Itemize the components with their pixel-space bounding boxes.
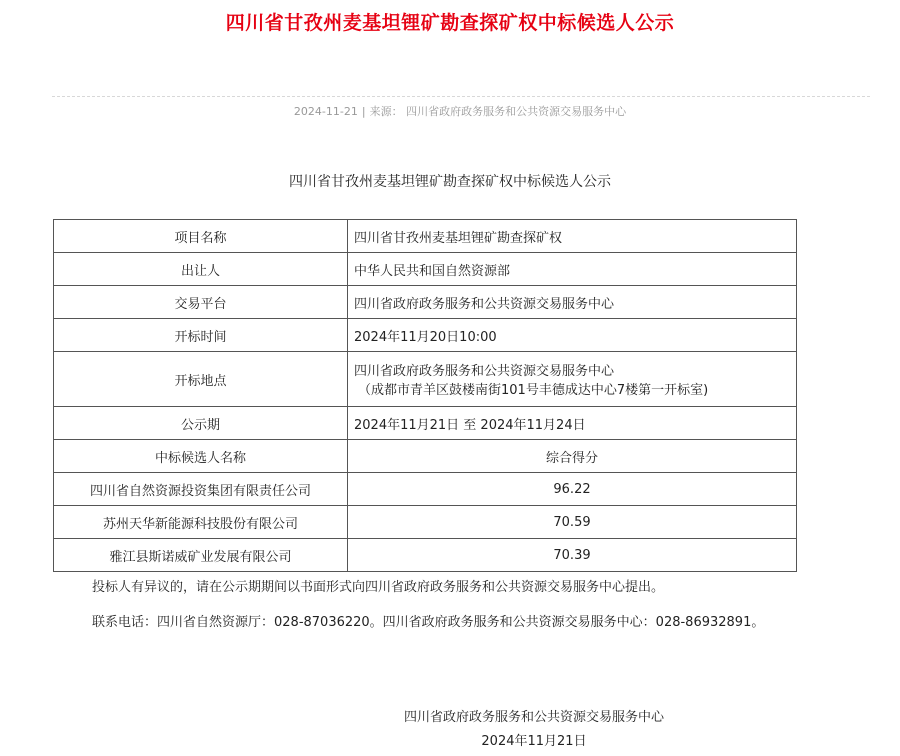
candidate-row [54,539,797,572]
row-value: 中华人民共和国自然资源部 [348,253,797,286]
table-row [54,352,797,407]
candidate-row [54,506,797,539]
row-value [348,352,797,407]
divider [52,96,870,97]
contact-note: 联系电话：四川省自然资源厅：028-87036220。四川省政府政务服务和公共资源交易服务中心：028-86932891。 [92,615,765,630]
venue-line-1: 四川省政府政务服务和公共资源交易服务中心 [354,364,615,379]
candidate-name-header: 中标候选人名称 [54,440,348,473]
row-key: 公示期 [54,407,348,440]
notice-table [53,219,797,572]
row-key: 交易平台 [54,286,348,319]
candidate-score: 96.22 [348,473,797,506]
meta-separator: | [361,105,366,118]
venue-line-2: （成都市青羊区鼓楼南街101号丰德成达中心7楼第一开标室) [358,383,709,398]
meta-line [0,103,900,119]
row-value: 2024年11月21日 至 2024年11月24日 [348,407,797,440]
objection-note: 投标人有异议的，请在公示期期间以书面形式向四川省政府政务服务和公共资源交易服务中心提出。 [92,580,665,595]
candidate-name: 苏州天华新能源科技股份有限公司 [54,506,348,539]
signature-org: 四川省政府政务服务和公共资源交易服务中心 [403,710,664,725]
table-row [54,253,797,286]
table-row [54,319,797,352]
row-value: 四川省甘孜州麦基坦锂矿勘查探矿权 [348,220,797,253]
candidates-header-row [54,440,797,473]
notice-subtitle: 四川省甘孜州麦基坦锂矿勘查探矿权中标候选人公示 [289,174,611,190]
row-value: 2024年11月20日10:00 [348,319,797,352]
row-value: 四川省政府政务服务和公共资源交易服务中心 [348,286,797,319]
candidate-score: 70.59 [348,506,797,539]
page-title: 四川省甘孜州麦基坦锂矿勘查探矿权中标候选人公示 [225,12,675,34]
candidate-name: 雅江县斯诺威矿业发展有限公司 [54,539,348,572]
row-key: 出让人 [54,253,348,286]
table-row [54,286,797,319]
row-key: 项目名称 [54,220,348,253]
score-header: 综合得分 [348,440,797,473]
candidate-name: 四川省自然资源投资集团有限责任公司 [54,473,348,506]
table-row [54,407,797,440]
source-text: 来源： 四川省政府政务服务和公共资源交易服务中心 [369,105,627,118]
publish-date: 2024-11-21 [293,105,358,118]
signature-date: 2024年11月21日 [481,734,587,749]
table-row [54,220,797,253]
row-key: 开标地点 [54,352,348,407]
candidate-row [54,473,797,506]
row-key: 开标时间 [54,319,348,352]
candidate-score: 70.39 [348,539,797,572]
